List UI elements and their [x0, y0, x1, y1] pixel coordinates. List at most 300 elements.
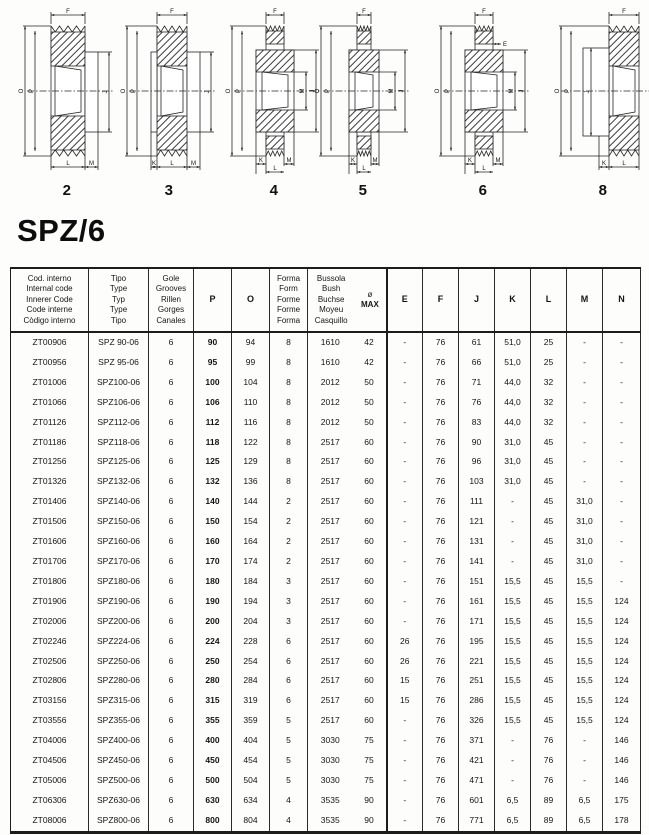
- table-cell: -: [495, 552, 531, 572]
- svg-text:K: K: [467, 158, 473, 165]
- table-row: [11, 751, 641, 771]
- table-cell: 96: [459, 452, 495, 472]
- svg-text:O: O: [555, 88, 562, 94]
- table-cell: 31,0: [495, 472, 531, 492]
- svg-text:P: P: [131, 88, 138, 94]
- table-cell: 76: [423, 612, 459, 632]
- table-cell: 804: [232, 811, 270, 832]
- header-dim-m: M: [567, 268, 603, 332]
- table-row: [11, 592, 641, 612]
- table-cell: 404: [232, 731, 270, 751]
- header-dim-k: K: [495, 268, 531, 332]
- table-cell: 454: [232, 751, 270, 771]
- table-cell: 118: [194, 433, 232, 453]
- table-cell: ZT02246: [11, 632, 89, 652]
- table-cell: -: [387, 472, 423, 492]
- table-cell: -: [387, 393, 423, 413]
- table-cell: 6: [149, 652, 194, 672]
- table-cell: -: [603, 552, 641, 572]
- table-row: [11, 652, 641, 672]
- table-cell: 6: [149, 353, 194, 373]
- svg-text:L: L: [170, 161, 174, 168]
- table-cell: 15,5: [567, 612, 603, 632]
- table-cell: 6: [149, 671, 194, 691]
- table-cell: 60: [353, 472, 387, 492]
- table-cell: -: [387, 413, 423, 433]
- table-row: [11, 671, 641, 691]
- table-cell: 45: [531, 552, 567, 572]
- pulley-form-2-diagram: [16, 4, 118, 199]
- table-cell: 450: [194, 751, 232, 771]
- table-cell: 3535: [320, 794, 340, 805]
- table-cell: 95: [194, 353, 232, 373]
- svg-text:O: O: [226, 88, 233, 94]
- table-cell: -: [387, 353, 423, 373]
- table-cell: 15,5: [567, 652, 603, 672]
- table-row: [11, 811, 641, 832]
- table-cell: 6: [149, 592, 194, 612]
- table-cell: 254: [232, 652, 270, 672]
- table-cell: 60: [353, 671, 387, 691]
- table-cell: 284: [232, 671, 270, 691]
- table-cell: 6: [149, 532, 194, 552]
- table-cell: 76: [531, 731, 567, 751]
- table-row: [11, 612, 641, 632]
- table-cell: 75: [353, 751, 387, 771]
- table-cell: 6,5: [495, 791, 531, 811]
- table-cell: 315: [194, 691, 232, 711]
- table-cell: 175: [603, 791, 641, 811]
- table-cell: 15,5: [567, 572, 603, 592]
- table-cell: 45: [531, 612, 567, 632]
- table-cell: 76: [423, 572, 459, 592]
- table-cell: ZT04506: [11, 751, 89, 771]
- svg-text:E: E: [502, 42, 508, 48]
- table-cell: 131: [459, 532, 495, 552]
- pulley-form-8-diagram: [552, 4, 649, 199]
- table-cell: 45: [531, 452, 567, 472]
- table-cell: -: [387, 612, 423, 632]
- form-number-label: 2: [62, 182, 72, 199]
- table-cell: ZT02506: [11, 652, 89, 672]
- svg-text:L: L: [66, 161, 70, 168]
- svg-text:L: L: [362, 166, 366, 173]
- table-cell: 45: [531, 652, 567, 672]
- table-cell: -: [567, 353, 603, 373]
- table-cell: 15,5: [567, 711, 603, 731]
- table-cell: 6: [149, 413, 194, 433]
- table-cell: 3: [270, 572, 308, 592]
- table-row: [11, 552, 641, 572]
- table-cell: 61: [459, 332, 495, 353]
- table-cell: 76: [423, 472, 459, 492]
- table-cell: 76: [423, 652, 459, 672]
- table-cell: 60: [353, 433, 387, 453]
- table-cell: 194: [232, 592, 270, 612]
- table-cell: -: [387, 771, 423, 791]
- table-cell: 3030: [320, 774, 340, 785]
- table-cell: 200: [194, 612, 232, 632]
- table-cell: 25: [531, 332, 567, 353]
- table-cell: -: [567, 413, 603, 433]
- table-cell: 280: [194, 671, 232, 691]
- table-cell: 178: [603, 811, 641, 832]
- table-cell: 15,5: [495, 592, 531, 612]
- header-bush-and-dmax: [308, 268, 387, 332]
- svg-text:F: F: [66, 9, 70, 16]
- form-number-label: 5: [358, 182, 368, 199]
- table-cell: 2517: [320, 595, 340, 606]
- table-row: [11, 413, 641, 433]
- table-cell: 221: [459, 652, 495, 672]
- table-cell: 121: [459, 512, 495, 532]
- table-cell: 6: [149, 691, 194, 711]
- table-cell: 76: [423, 671, 459, 691]
- table-cell: 15: [387, 671, 423, 691]
- table-cell: 76: [423, 452, 459, 472]
- table-cell: 99: [232, 353, 270, 373]
- table-cell: 154: [232, 512, 270, 532]
- table-cell: -: [387, 492, 423, 512]
- table-cell: 421: [459, 751, 495, 771]
- table-cell: 228: [232, 632, 270, 652]
- svg-text:M: M: [89, 161, 94, 168]
- pulley-drawing-form-8: [552, 4, 649, 176]
- form-number-label: 8: [598, 182, 608, 199]
- table-cell: 66: [459, 353, 495, 373]
- svg-text:F: F: [482, 9, 486, 16]
- table-cell: -: [603, 353, 641, 373]
- table-cell: ZT05006: [11, 771, 89, 791]
- table-cell: 146: [603, 731, 641, 751]
- table-cell: ZT01406: [11, 492, 89, 512]
- table-cell: -: [387, 791, 423, 811]
- table-cell: 4: [270, 791, 308, 811]
- table-row: [11, 691, 641, 711]
- table-cell: 3: [270, 612, 308, 632]
- table-cell: 8: [270, 472, 308, 492]
- table-cell: SPZ280-06: [89, 671, 149, 691]
- table-cell: 2517: [320, 575, 340, 586]
- table-cell: 371: [459, 731, 495, 751]
- table-cell: SPZ190-06: [89, 592, 149, 612]
- table-cell: 151: [459, 572, 495, 592]
- table-row: [11, 433, 641, 453]
- table-cell: 359: [232, 711, 270, 731]
- table-row: [11, 731, 641, 751]
- svg-text:J: J: [519, 89, 526, 93]
- table-cell: 71: [459, 373, 495, 393]
- table-cell: 125: [194, 452, 232, 472]
- table-row: [11, 572, 641, 592]
- table-cell: 6: [149, 711, 194, 731]
- table-cell: 355: [194, 711, 232, 731]
- table-cell: 45: [531, 691, 567, 711]
- table-cell: -: [387, 332, 423, 353]
- table-cell: 3535: [320, 814, 340, 825]
- table-cell: -: [387, 572, 423, 592]
- table-row: [11, 532, 641, 552]
- table-cell: 124: [603, 652, 641, 672]
- table-cell: 6: [149, 512, 194, 532]
- table-cell: 6: [149, 612, 194, 632]
- table-cell: 164: [232, 532, 270, 552]
- table-cell: 31,0: [567, 512, 603, 532]
- table-cell: 251: [459, 671, 495, 691]
- table-cell: 800: [194, 811, 232, 832]
- table-cell: 400: [194, 731, 232, 751]
- table-cell: -: [495, 492, 531, 512]
- svg-text:O: O: [19, 88, 26, 94]
- svg-text:J: J: [310, 89, 317, 93]
- table-cell: 6: [149, 552, 194, 572]
- table-row: [11, 332, 641, 353]
- svg-text:J: J: [399, 89, 406, 93]
- svg-text:F: F: [170, 9, 174, 16]
- table-cell: 6: [149, 751, 194, 771]
- table-cell: 45: [531, 671, 567, 691]
- table-cell: 2517: [320, 615, 340, 626]
- table-cell: ZT01806: [11, 572, 89, 592]
- svg-text:J: J: [205, 90, 212, 94]
- table-cell: 76: [423, 413, 459, 433]
- table-cell: 32: [531, 393, 567, 413]
- table-cell: ZT01706: [11, 552, 89, 572]
- table-cell: 76: [423, 771, 459, 791]
- table-cell: 83: [459, 413, 495, 433]
- table-cell: SPZ 90-06: [89, 332, 149, 353]
- table-cell: SPZ106-06: [89, 393, 149, 413]
- table-cell: 124: [603, 671, 641, 691]
- table-cell: SPZ500-06: [89, 771, 149, 791]
- table-cell: -: [603, 373, 641, 393]
- svg-text:F: F: [622, 9, 626, 16]
- table-cell: -: [603, 413, 641, 433]
- svg-text:K: K: [350, 158, 356, 165]
- table-cell: 6,5: [567, 791, 603, 811]
- table-cell: 60: [353, 452, 387, 472]
- table-cell: -: [567, 751, 603, 771]
- table-cell: -: [387, 751, 423, 771]
- table-cell: 124: [603, 592, 641, 612]
- table-cell: -: [603, 532, 641, 552]
- table-cell: 26: [387, 652, 423, 672]
- svg-text:L: L: [482, 166, 486, 173]
- table-cell: 75: [353, 771, 387, 791]
- form-number-label: 6: [478, 182, 488, 199]
- table-cell: ZT01906: [11, 592, 89, 612]
- table-cell: 44,0: [495, 413, 531, 433]
- svg-text:M: M: [286, 158, 292, 165]
- table-cell: 171: [459, 612, 495, 632]
- table-cell: 76: [423, 811, 459, 832]
- table-cell: 2517: [320, 516, 340, 527]
- table-cell: 76: [423, 373, 459, 393]
- table-cell: 45: [531, 512, 567, 532]
- table-cell: 8: [270, 353, 308, 373]
- table-cell: -: [603, 512, 641, 532]
- table-cell: 8: [270, 413, 308, 433]
- header-internal-code: Cod. interno Internal code Innerer Code Code interne Còdigo interno: [11, 268, 89, 332]
- header-bush: Bussola Bush Buchse Moyeu Casquillo: [314, 273, 348, 325]
- table-cell: 122: [232, 433, 270, 453]
- spec-table-body: [11, 332, 641, 832]
- table-row: [11, 393, 641, 413]
- table-cell: ZT03556: [11, 711, 89, 731]
- header-dim-n: N: [603, 268, 641, 332]
- table-cell: 6: [270, 632, 308, 652]
- table-cell: 144: [232, 492, 270, 512]
- header-dim-j: J: [459, 268, 495, 332]
- table-cell: 45: [531, 472, 567, 492]
- table-cell: 2: [270, 512, 308, 532]
- table-cell: SPZ140-06: [89, 492, 149, 512]
- table-cell: 630: [194, 791, 232, 811]
- table-cell: -: [495, 532, 531, 552]
- spec-table: [10, 267, 641, 834]
- svg-text:M: M: [495, 158, 501, 165]
- table-cell: 2517: [320, 496, 340, 507]
- table-cell: SPZ160-06: [89, 532, 149, 552]
- table-cell: 45: [531, 592, 567, 612]
- table-cell: -: [603, 472, 641, 492]
- table-cell: 76: [423, 433, 459, 453]
- table-cell: 124: [603, 632, 641, 652]
- table-cell: 132: [194, 472, 232, 492]
- table-cell: -: [603, 492, 641, 512]
- table-cell: 634: [232, 791, 270, 811]
- table-cell: ZT08006: [11, 811, 89, 832]
- table-cell: 124: [603, 612, 641, 632]
- table-cell: 15,5: [495, 612, 531, 632]
- table-cell: 44,0: [495, 393, 531, 413]
- svg-text:F: F: [362, 9, 366, 16]
- table-cell: 50: [353, 393, 387, 413]
- table-cell: 2517: [320, 715, 340, 726]
- table-cell: 100: [194, 373, 232, 393]
- header-o: O: [232, 268, 270, 332]
- table-cell: 6: [149, 731, 194, 751]
- table-cell: SPZ250-06: [89, 652, 149, 672]
- table-cell: 76: [423, 552, 459, 572]
- svg-text:P: P: [445, 88, 452, 94]
- svg-text:M: M: [509, 88, 516, 94]
- table-cell: 45: [531, 572, 567, 592]
- table-cell: 106: [194, 393, 232, 413]
- table-cell: 45: [531, 492, 567, 512]
- table-cell: 471: [459, 771, 495, 791]
- header-grooves: Gole Grooves Rillen Gorges Canales: [149, 268, 194, 332]
- table-cell: 2517: [320, 695, 340, 706]
- table-cell: 15,5: [567, 691, 603, 711]
- table-cell: 76: [423, 751, 459, 771]
- table-cell: -: [387, 731, 423, 751]
- table-cell: 51,0: [495, 353, 531, 373]
- table-cell: 190: [194, 592, 232, 612]
- table-cell: 504: [232, 771, 270, 791]
- svg-text:J: J: [585, 90, 592, 94]
- table-row: [11, 452, 641, 472]
- table-cell: 2517: [320, 456, 340, 467]
- pulley-form-6-diagram: [432, 4, 534, 199]
- table-cell: -: [387, 811, 423, 832]
- table-cell: -: [603, 393, 641, 413]
- table-cell: -: [387, 532, 423, 552]
- table-cell: SPZ118-06: [89, 433, 149, 453]
- table-cell: 31,0: [567, 532, 603, 552]
- table-cell: 60: [353, 691, 387, 711]
- table-cell: -: [387, 433, 423, 453]
- svg-text:O: O: [121, 88, 128, 94]
- svg-text:K: K: [151, 161, 157, 168]
- table-cell: ZT02806: [11, 671, 89, 691]
- table-cell: 2: [270, 552, 308, 572]
- table-cell: 5: [270, 731, 308, 751]
- table-cell: 32: [531, 413, 567, 433]
- table-cell: 60: [353, 492, 387, 512]
- table-cell: 76: [423, 711, 459, 731]
- table-cell: 6,5: [567, 811, 603, 832]
- table-cell: -: [387, 711, 423, 731]
- table-cell: 224: [194, 632, 232, 652]
- table-cell: 60: [353, 632, 387, 652]
- spec-table-head: [11, 268, 641, 332]
- table-cell: 2012: [320, 416, 340, 427]
- table-cell: 124: [603, 691, 641, 711]
- table-cell: 5: [270, 771, 308, 791]
- table-cell: SPZ315-06: [89, 691, 149, 711]
- table-cell: 6: [270, 652, 308, 672]
- svg-text:M: M: [300, 88, 307, 94]
- table-cell: ZT01506: [11, 512, 89, 532]
- table-cell: 15,5: [495, 691, 531, 711]
- table-cell: SPZ200-06: [89, 612, 149, 632]
- table-cell: 110: [232, 393, 270, 413]
- table-cell: 8: [270, 452, 308, 472]
- table-cell: 141: [459, 552, 495, 572]
- table-cell: 76: [423, 691, 459, 711]
- table-cell: 150: [194, 512, 232, 532]
- table-cell: 89: [531, 791, 567, 811]
- table-cell: SPZ 95-06: [89, 353, 149, 373]
- table-cell: 140: [194, 492, 232, 512]
- table-cell: SPZ400-06: [89, 731, 149, 751]
- table-cell: 6: [149, 373, 194, 393]
- table-cell: 2517: [320, 476, 340, 487]
- svg-text:O: O: [435, 88, 442, 94]
- table-cell: 60: [353, 652, 387, 672]
- svg-text:M: M: [191, 161, 196, 168]
- table-cell: 2012: [320, 396, 340, 407]
- table-cell: 500: [194, 771, 232, 791]
- table-cell: 170: [194, 552, 232, 572]
- table-cell: SPZ630-06: [89, 791, 149, 811]
- table-cell: -: [567, 731, 603, 751]
- table-cell: 45: [531, 532, 567, 552]
- table-cell: 94: [232, 332, 270, 353]
- table-cell: 15,5: [495, 652, 531, 672]
- pulley-form-3-diagram: [118, 4, 220, 199]
- table-cell: 76: [423, 512, 459, 532]
- table-cell: ZT06306: [11, 791, 89, 811]
- table-cell: 184: [232, 572, 270, 592]
- table-cell: 45: [531, 711, 567, 731]
- table-cell: 90: [194, 332, 232, 353]
- table-cell: 76: [531, 751, 567, 771]
- table-cell: -: [567, 373, 603, 393]
- table-row: [11, 771, 641, 791]
- table-cell: 50: [353, 413, 387, 433]
